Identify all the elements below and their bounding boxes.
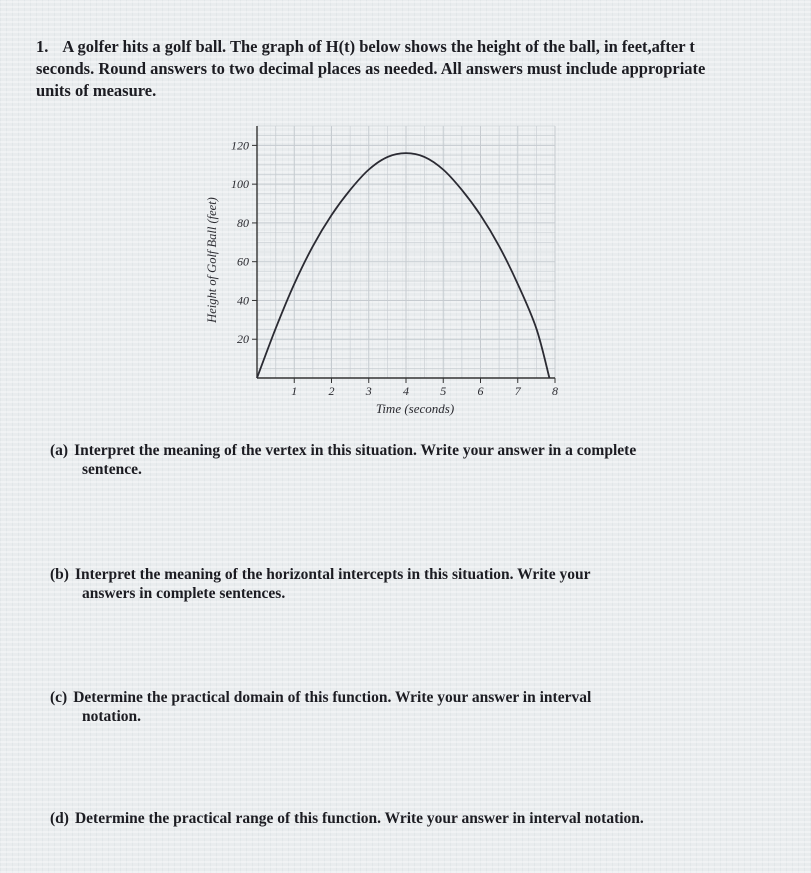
problem-number: 1. [36, 37, 49, 56]
x-axis-label: Time (seconds) [375, 401, 455, 416]
y-tick-label: 60 [237, 254, 249, 269]
part-a-label: (a) [50, 442, 69, 459]
part-a-text-line1: Interpret the meaning of the vertex in this situation. Write your answer in a complete [74, 442, 637, 459]
height-graph [195, 120, 575, 430]
part-a-text-line2: sentence. [82, 461, 142, 478]
x-tick-label: 3 [365, 384, 372, 398]
part-d-text-line1: Determine the practical range of this function. Write your answer in interval notation. [74, 810, 644, 827]
x-tick-label: 8 [552, 384, 558, 398]
x-tick-label: 6 [477, 384, 484, 398]
part-c [50, 688, 740, 726]
part-b-text-line1: Interpret the meaning of the horizontal intercepts in this situation. Write your [74, 566, 591, 583]
x-tick-label: 2 [328, 384, 335, 398]
y-tick-label: 40 [237, 293, 249, 308]
problem-text: A golfer hits a golf ball. The graph of H(t) below shows the height of the ball, in feet,after t seconds. Round answers to two decimal places as needed. All answers must include appropriate units of measure. [36, 37, 706, 100]
part-c-label: (c) [50, 689, 68, 706]
problem-statement [36, 36, 726, 102]
part-a [50, 441, 740, 479]
part-c-text-line2: notation. [82, 708, 141, 725]
part-d [50, 809, 740, 828]
height-chart-svg [195, 120, 575, 430]
part-c-text-line1: Determine the practical domain of this function. Write your answer in interval [73, 689, 592, 706]
x-tick-label: 4 [403, 384, 409, 398]
x-tick-label: 1 [291, 384, 298, 398]
y-tick-label: 80 [237, 215, 249, 230]
y-axis-label: Height of Golf Ball (feet) [205, 197, 219, 323]
x-tick-label: 7 [514, 384, 521, 398]
height-curve [257, 153, 549, 378]
part-b [50, 565, 740, 603]
y-tick-label: 120 [231, 138, 249, 153]
y-tick-label: 100 [231, 177, 249, 192]
x-tick-label: 5 [440, 384, 447, 398]
part-b-text-line2: answers in complete sentences. [82, 585, 286, 602]
part-d-label: (d) [50, 810, 69, 827]
y-tick-label: 20 [237, 332, 249, 347]
part-b-label: (b) [50, 566, 69, 583]
